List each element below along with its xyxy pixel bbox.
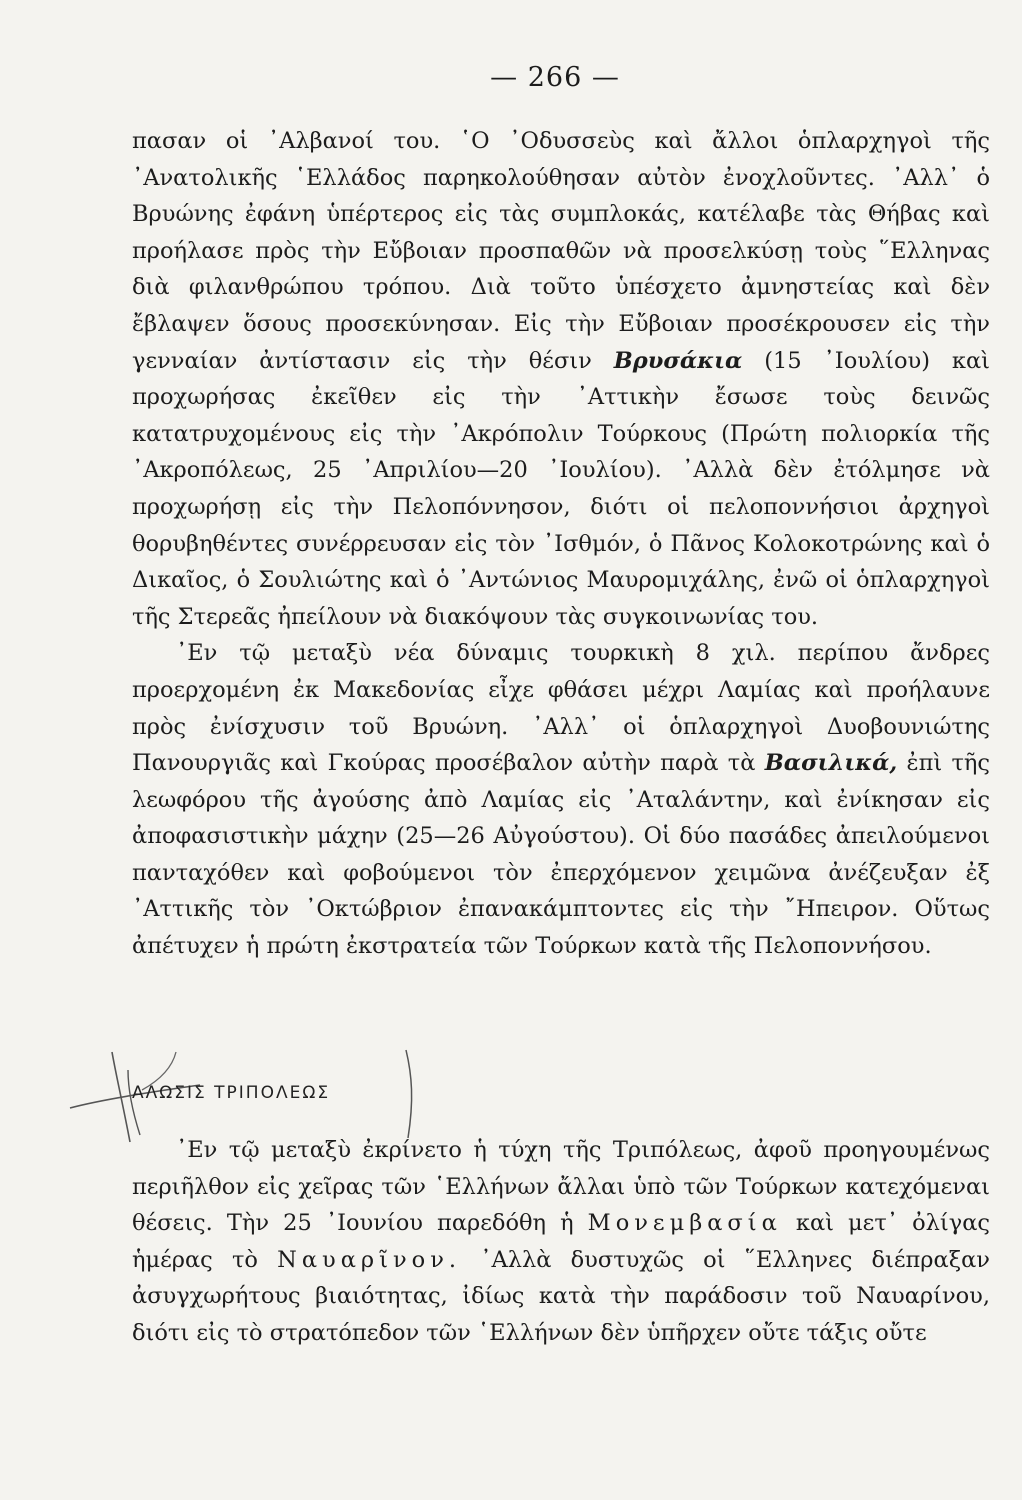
place-name-vasilika: Βασιλικά,	[764, 750, 898, 777]
place-name-navarino: Ναυαρῖνον.	[277, 1246, 462, 1273]
place-name-bryzakia: Βρυσάκια	[613, 347, 743, 374]
section-heading: ΑΛΩΣΙΣ ΤΡΙΠΟΛΕΩΣ	[132, 1083, 331, 1103]
paragraph: ᾿Εν τῷ μεταξὺ νέα δύναμις τουρκικὴ 8 χιλ. περίπου ἄνδρες προερχομένη ἐκ Μακεδονίας εἶχε φθάσει μέχρι Λαμίας καὶ προήλαυνε πρὸς ἐνίσχυσιν τοῦ Βρυώνη. ᾿Αλλ᾿ οἱ ὁπλαρχηγοὶ Δυοβουνιώτης Πανουργιᾶς καὶ Γκούρας προσέβαλον αὐτὴν παρὰ τὰ Βασιλικά, ἐπὶ τῆς λεωφόρου τῆς ἀγούσης ἀπὸ Λαμίας εἰς ᾿Αταλάντην, καὶ ἐνίκησαν εἰς ἀποφασιστικὴν μάχην (25—26 Αὐγούστου). Οἱ δύο πασάδες ἀπειλούμενοι πανταχόθεν καὶ φοβούμενοι τὸν ἐπερχόμενον χειμῶνα ἀνέζευξαν ἐξ ᾿Αττικῆς τὸν ᾿Οκτώβριον ἐπανακάμπτοντες εἰς τὴν ῎Ηπειρον. Οὕτως ἀπέτυχεν ἡ πρώτη ἐκστρατεία τῶν Τούρκων κατὰ τῆς Πελοποννήσου.	[132, 640, 990, 960]
paragraph: ᾿Εν τῷ μεταξὺ ἐκρίνετο ἡ τύχη τῆς Τριπόλεως, ἀφοῦ προηγουμένως περιῆλθον εἰς χεῖρας τῶν ῾Ελλήνων ἄλλαι ὑπὸ τῶν Τούρκων κατεχόμεναι θέσεις. Τὴν 25 ᾿Ιουνίου παρεδόθη ἡ Μονεμβασία καὶ μετ᾿ ὀλίγας ἡμέρας τὸ Ναυαρῖνον. ᾿Αλλὰ δυστυχῶς οἱ ῞Ελληνες διέπραξαν ἀσυγχωρήτους βιαιότητας, ἰδίως κατὰ τὴν παράδοσιν τοῦ Ναυαρίνου, διότι εἰς τὸ στρατόπεδον τῶν ῾Ελλήνων δὲν ὑπῆρχεν οὔτε τάξις οὔτε	[132, 1137, 990, 1346]
text-block-top	[132, 123, 990, 965]
place-name-monemvasia: Μονεμβασία	[587, 1210, 782, 1237]
paragraph: πασαν οἱ ᾿Αλβανοί του. ῾Ο ᾿Οδυσσεὺς καὶ ἄλλοι ὁπλαρχηγοὶ τῆς ᾿Ανατολικῆς ῾Ελλάδος παρηκολούθησαν αὐτὸν ἐνοχλοῦντες. ᾿Αλλ᾿ ὁ Βρυώνης ἐφάνη ὑπέρτερος εἰς τὰς συμπλοκάς, κατέλαβε τὰς Θήβας καὶ προήλασε πρὸς τὴν Εὔβοιαν προσπαθῶν νὰ προσελκύσῃ τοὺς ῞Ελληνας διὰ φιλανθρώπου τρόπου. Διὰ τοῦτο ὑπέσχετο ἀμνηστείας καὶ δὲν ἔβλαψεν ὅσους προσεκύνησαν. Εἰς τὴν Εὔβοιαν προσέκρουσεν εἰς τὴν γενναίαν ἀντίστασιν εἰς τὴν θέσιν Βρυσάκια (15 ᾿Ιουλίου) καὶ προχωρήσας ἐκεῖθεν εἰς τὴν ᾿Αττικὴν ἔσωσε τοὺς δεινῶς κατατρυχομένους εἰς τὴν ᾿Ακρόπολιν Τούρκους (Πρώτη πολιορκία τῆς ᾿Ακροπόλεως, 25 ᾿Απριλίου—20 ᾿Ιουλίου). ᾿Αλλὰ δὲν ἐτόλμησε νὰ προχωρήσῃ εἰς τὴν Πελοπόννησον, διότι οἱ πελοποννήσιοι ἀρχηγοὶ θορυβηθέντες συνέρρευσαν εἰς τὸν ᾿Ισθμόν, ὁ Πᾶνος Κολοκοτρώνης καὶ ὁ Δικαῖος, ὁ Σουλιώτης καὶ ὁ ᾿Αντώνιος Μαυρομιχάλης, ἐνῶ οἱ ὁπλαρχηγοὶ τῆς Στερεᾶς ἠπείλουν νὰ διακόψουν τὰς συγκοινωνίας του.	[132, 128, 991, 630]
page-number: — 266 —	[490, 62, 620, 93]
text-block-bottom	[132, 1132, 990, 1352]
